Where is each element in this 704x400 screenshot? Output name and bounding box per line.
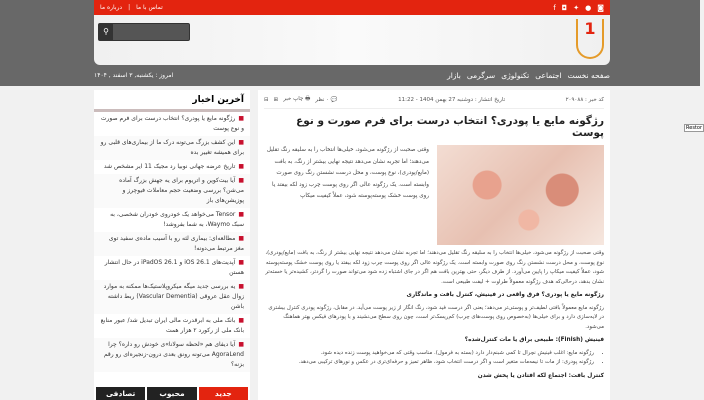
news-title[interactable]: تاریخ عرضه جهانی نوبیا رد مجیک 11 ایر مشخص شد xyxy=(103,163,236,170)
article-image xyxy=(437,145,604,245)
search-box[interactable] xyxy=(98,23,190,41)
bullet-icon: ■ xyxy=(238,115,244,122)
comments-link[interactable]: 💬 ۰ نظر xyxy=(315,96,338,103)
news-list-item[interactable] xyxy=(94,232,250,256)
top-bar: ◙ ● ✦ ◘ f تماس با ما | درباره ما xyxy=(94,0,610,15)
news-list-item[interactable] xyxy=(94,136,250,160)
header xyxy=(94,15,610,65)
bullet-icon: ■ xyxy=(238,235,244,242)
nav-market[interactable]: بازار xyxy=(447,70,461,80)
news-title[interactable]: مطالعه‌ای: بیماری لثه رو با آسیب ماده‌ی سفید توی مغز مرتبط می‌دونه! xyxy=(108,235,244,252)
twitter-icon[interactable]: ✦ xyxy=(573,3,580,12)
bullet-icon: ■ xyxy=(238,177,244,184)
paragraph: وقتی صحبت از رژگونه می‌شود، خیلی‌ها انتخاب را به سلیقه رنگ تقلیل می‌دهند؛ اما تجربه نشان می‌دهد نتیجه نهایی بیشتر از رنگ، به بافت (مایع/پودری)، نوع پوست، و محل درست نشستن رنگ روی صورت وابسته است. یک رژگونه عالی اگر روی پوست چرب زود لکه بیفتد یا روی پوست خشک پوسته‌پوسته شود، عملاً کیفیت میکاپ را پایین می‌آورد. از طرف دیگر، حتی بهترین بافت هم اگر در جای اشتباه زده شود می‌تواند صورت را گردتر، کشیده‌تر یا خسته‌تر نشان بدهد، درحالی‌که هدف رژگونه معمولاً طراوت + لیفت طبیعی است. xyxy=(265,250,604,285)
news-title[interactable]: آپدیت‌های iOS 26.1 و iPadOS 26.1 در حال انتشار هستن xyxy=(104,259,244,276)
sidebar-title: آخرین اخبار xyxy=(94,90,250,112)
news-list-item[interactable] xyxy=(94,160,250,174)
instagram-icon[interactable]: ◘ xyxy=(561,3,568,12)
news-title[interactable]: Tensor می‌خواهد یک خودروی خودران شخصی، به سبک Waymo، به شما بفروشد! xyxy=(110,211,244,228)
telegram-icon[interactable]: ● xyxy=(585,3,592,12)
site-logo[interactable]: 1 xyxy=(576,19,604,59)
sidebar-tabs xyxy=(96,387,248,400)
section-heading: رژگونه مایع یا پودری؟ فرق واقعی در فینیش، کنترل بافت و ماندگاری xyxy=(406,292,604,298)
news-list-item[interactable] xyxy=(94,314,250,338)
nav-entertainment[interactable]: سرگرمی xyxy=(466,70,496,80)
latest-news-sidebar xyxy=(94,90,250,400)
news-list-item[interactable] xyxy=(94,280,250,314)
bullet-icon: ■ xyxy=(238,139,244,146)
social-icons xyxy=(553,4,604,12)
nav-tech[interactable]: تکنولوژی xyxy=(501,70,530,80)
bullet-icon: ■ xyxy=(238,283,244,290)
article xyxy=(258,90,610,400)
search-icon[interactable]: ⚲ xyxy=(99,24,113,40)
news-list-item[interactable] xyxy=(94,256,250,280)
news-title[interactable]: رژگونه مایع یا پودری؟ انتخاب درست برای فرم صورت و نوع پوست xyxy=(100,115,244,132)
paragraph: رژگونه مایع معمولاً بافتی لطیف‌تر و پوستی‌تر می‌دهد؛ یعنی اگر درست فید شود، رنگ انگار از زیر پوست می‌آید. در مقابل، رژگونه پودری کنترل بیشتری در لایه‌سازی دارد و برای خیلی‌ها (به‌خصوص روی پوست‌های چرب) کم‌ریسک‌تر است، چون روی سطح می‌نشیند و با پودرهای فیکس بهتر هماهنگ می‌شود. xyxy=(268,304,604,330)
publish-date: تاریخ انتشار : دوشنبه 27 بهمن 1404 - 11:22 xyxy=(398,96,506,103)
bullet-icon: ■ xyxy=(238,259,244,266)
news-code: کد خبر : ۲۰۹۰۸۸ xyxy=(565,96,604,103)
article-title: رژگونه مایع یا پودری؟ انتخاب درست برای فرم صورت و نوع پوست xyxy=(296,115,604,139)
news-title[interactable]: این کشف بزرگ می‌تونه درک ما از بیماری‌های قلبی رو برای همیشه تغییر بده xyxy=(100,139,244,156)
restore-button[interactable]: Restor xyxy=(686,125,703,131)
news-list-item[interactable] xyxy=(94,338,250,372)
rss-icon[interactable]: ◙ xyxy=(597,3,604,12)
news-title[interactable]: آیا دیفای هم «لحظه سولانا»ی خودش رو داره؟ چرا AgoraLend می‌تونه رونق بعدی درون-زنجیره‌ای رو رقم بزنه؟ xyxy=(103,341,244,368)
news-title[interactable]: بانک ملی به ابرقدرت مالی ایران تبدیل شد/ عبور منابع بانک ملی از رکورد ۲ هزار همت xyxy=(100,317,244,334)
article-body xyxy=(264,249,604,381)
print-button[interactable]: 🖶 چاپ خبر xyxy=(283,96,311,102)
nav-social[interactable]: اجتماعی xyxy=(535,70,562,80)
today-date: امروز : یکشنبه, ۳ اسفند , ۱۴۰۴ xyxy=(94,71,174,79)
bullet-item: • رژگونه مایع: اغلب فینیش نچرال تا کمی شبنم‌دار دارد (بسته به فرمول). مناسب وقتی که می‌خواهید پوست زنده دیده شود. xyxy=(264,349,594,359)
main-nav xyxy=(94,67,610,83)
print-label: چاپ خبر xyxy=(283,96,304,102)
contact-link[interactable]: تماس با ما xyxy=(136,4,163,11)
bullet-item: • رژگونه پودری: از مات تا نیمه‌مات متغیر است و اگر درست انتخاب شود، ظاهر تمیز و حرفه‌ای‌تری در عکس و نورهای ترکیبی می‌دهد. xyxy=(264,358,594,368)
news-title[interactable]: آیا بیت‌کوین و اتریوم برای یه جهش بزرگ آماده می‌شن؟ بررسی وضعیت حجم معاملات فیوچرز و پوزیشن‌های باز xyxy=(119,177,244,204)
news-title[interactable]: یه بررسی جدید میگه میکروپلاستیک‌ها ممکنه به موارد زوال عقل عروقی (Vascular Dementia) ربط داشته باشن xyxy=(103,283,244,310)
font-decrease-icon[interactable]: ⊟ xyxy=(264,96,269,103)
bullet-icon: ■ xyxy=(238,211,244,218)
article-meta xyxy=(264,95,604,109)
section-heading: فینیش (Finish): طبیعی براق یا مات کنترل‌شده؟ xyxy=(464,337,604,343)
tab-random[interactable]: تصادفی xyxy=(96,387,145,400)
news-list-item[interactable] xyxy=(94,112,250,136)
bullet-icon: ■ xyxy=(238,317,244,324)
bullet-icon: ■ xyxy=(238,341,244,348)
tab-new[interactable]: جدید xyxy=(199,387,248,400)
font-increase-icon[interactable]: ⊞ xyxy=(273,96,279,103)
section-heading: کنترل بافت: اجتماع لکه افتادن یا پخش شدن xyxy=(477,372,604,379)
nav-home[interactable]: صفحه نخست xyxy=(567,70,610,80)
facebook-icon[interactable]: f xyxy=(553,3,556,12)
tab-popular[interactable]: محبوب xyxy=(147,387,196,400)
comments-count: ۰ نظر xyxy=(315,96,330,103)
news-list-item[interactable] xyxy=(94,174,250,208)
about-link[interactable]: درباره ما xyxy=(100,4,123,11)
article-lead: وقتی صحبت از رژگونه می‌شود، خیلی‌ها انتخاب را به سلیقه رنگ تقلیل می‌دهند؛ اما تجربه نشان می‌دهد نتیجه نهایی بیشتر از رنگ، به بافت (مایع/پودری)، نوع پوست، و محل درست نشستن رنگ روی صورت وابسته است. یک رژگونه عالی اگر روی پوست چرب زود لکه بیفتد یا روی پوست خشک پوسته‌پوسته شود، عملاً کیفیت میکاپ xyxy=(266,147,429,199)
bullet-icon: ■ xyxy=(238,163,244,170)
news-list-item[interactable] xyxy=(94,208,250,232)
